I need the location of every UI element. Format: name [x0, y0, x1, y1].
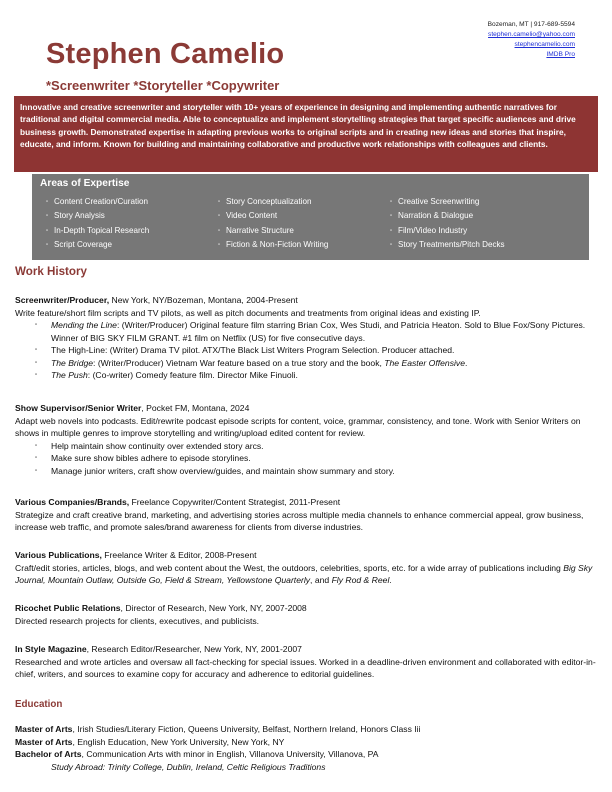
job-org: Ricochet Public Relations [15, 603, 121, 613]
job-description: Researched and wrote articles and oversaw all fact-checking for special issues. Worked in a deadline-driven environment and collaborated with editor-in-chief, writers, and sources to examine copy for accuracy and adherence to editorial guidelines. [15, 656, 596, 679]
list-item: ▫ Help maintain show continuity over extended story arcs. [35, 440, 264, 451]
square-bullet-icon: ▫ [390, 241, 393, 248]
job-bullets [35, 319, 599, 382]
expertise-panel [32, 174, 589, 260]
job-description: Write feature/short film scripts and TV pilots, as well as pitch documents and treatments from original ideas and existing IP. [15, 307, 481, 318]
imdb-link[interactable]: IMDB Pro [546, 51, 575, 58]
list-item: ▫ The Push: (Co-writer) Comedy feature film. Director Mike Finuoli. [35, 370, 298, 380]
job-org: Screenwriter/Producer, [15, 295, 110, 305]
expertise-item: ▫ Story Conceptualization [212, 195, 384, 209]
job-details: Freelance Copywriter/Content Strategist, 2011-Present [129, 497, 341, 507]
job-title-line [15, 643, 599, 656]
website-link[interactable]: stephencamelio.com [514, 41, 575, 48]
job-org: Various Publications, [15, 550, 102, 560]
job-title-line [15, 496, 599, 509]
expertise-item: ▫ Story Analysis [40, 209, 212, 223]
expertise-item: ▫ In-Depth Topical Research [40, 224, 212, 238]
job-entry [15, 549, 599, 587]
education-list [15, 723, 599, 773]
list-item: ▫ Mending the Line: (Writer/Producer) Original feature film starring Brian Cox, Wes Studi, and Patricia Heaton. Sold to Blue Fox/Sony Pictures. Winner of BIG SKY FILM GRANT. #1 film on Netflix (US) for five consecutive days. [35, 320, 586, 343]
square-bullet-icon: ▫ [35, 442, 38, 449]
job-details: Freelance Writer & Editor, 2008-Present [101, 550, 257, 560]
expertise-item: ▫ Fiction & Non-Fiction Writing [212, 238, 384, 252]
job-details: , Director of Research, New York, NY, 2007-2008 [120, 603, 307, 613]
list-item: ▫ Manage junior writers, craft show overview/guides, and maintain show summary and story. [35, 465, 395, 476]
square-bullet-icon: ▫ [218, 199, 221, 205]
square-bullet-icon: ▫ [46, 227, 49, 234]
expertise-item: ▫ Film/Video Industry [384, 224, 556, 238]
job-description: Adapt web novels into podcasts. Edit/rewrite podcast episode scripts for content, voice, grammar, consistency, and tone. Work with Senior Writers on shows in multiple genres to improve storytelling and writing/upload edited content for review. [15, 415, 581, 438]
square-bullet-icon: ▫ [218, 213, 221, 220]
job-details: New York, NY/Bozeman, Montana, 2004-Present [109, 295, 298, 305]
education-entry: Master of Arts, English Education, New York University, New York, NY [15, 736, 285, 747]
study-abroad: Study Abroad: Trinity College, Dublin, Ireland, Celtic Religious Traditions [51, 761, 326, 772]
job-description: Directed research projects for clients, executives, and publicists. [15, 615, 260, 626]
expertise-item: ▫ Narration & Dialogue [384, 209, 556, 223]
job-entry [15, 294, 599, 382]
expertise-item: ▫ Story Treatments/Pitch Decks [384, 238, 556, 252]
expertise-column-3 [384, 195, 556, 252]
square-bullet-icon: ▫ [35, 372, 38, 378]
education-heading: Education [15, 699, 63, 710]
square-bullet-icon: ▫ [46, 213, 49, 220]
job-entry [15, 602, 599, 627]
square-bullet-icon: ▫ [218, 227, 221, 234]
job-title-line [15, 549, 599, 562]
education-entry: Bachelor of Arts, Communication Arts with minor in English, Villanova University, Villanova, PA [15, 749, 379, 760]
job-org: Various Companies/Brands, [15, 497, 130, 507]
list-item: ▫ Make sure show bibles adhere to episode storylines. [35, 453, 251, 463]
expertise-item: ▫ Video Content [212, 209, 384, 223]
job-description: Strategize and craft creative brand, marketing, and advertising stories across multiple media channels to enhance commercial appeal, grow business, increase web traffic, and promote sales/brand awareness for clients from diverse industries. [15, 509, 584, 532]
square-bullet-icon: ▫ [390, 213, 393, 220]
education-entry: Master of Arts, Irish Studies/Literary Fiction, Queens University, Belfast, Northern Ireland, Honors Class Iii [15, 724, 421, 734]
job-org: Show Supervisor/Senior Writer [15, 403, 142, 413]
list-item: ▫ The Bridge: (Writer/Producer) Vietnam War feature based on a true story and the book, The Easter Offensive. [35, 357, 468, 368]
square-bullet-icon: ▫ [35, 347, 38, 353]
square-bullet-icon: ▫ [35, 359, 38, 366]
tagline: *Screenwriter *Storyteller *Copywriter [46, 78, 280, 93]
expertise-item: ▫ Content Creation/Curation [40, 195, 212, 209]
email-link[interactable]: stephen.camelio@yahoo.com [488, 31, 575, 38]
square-bullet-icon: ▫ [46, 241, 49, 248]
summary-banner: Innovative and creative screenwriter and storyteller with 10+ years of experience in designing and implementing authentic narratives for traditional and digital commercial media. Able to conceptualize and implement storytelling strategies that target specific audiences and drive business growth. Demonstrated expertise in adapting previous works to original scripts and in creating new ideas and stories that inspire, educate, and inform. Known for building and maintaining collaborative and productive work relationships with colleagues and clients. [14, 96, 598, 172]
work-history-heading: Work History [15, 265, 87, 278]
job-title-line [15, 402, 599, 415]
expertise-heading: Areas of Expertise [40, 178, 130, 189]
square-bullet-icon: ▫ [390, 199, 393, 205]
candidate-name: Stephen Camelio [46, 38, 285, 70]
square-bullet-icon: ▫ [35, 322, 38, 328]
square-bullet-icon: ▫ [35, 455, 38, 461]
job-details: , Pocket FM, Montana, 2024 [141, 403, 250, 413]
square-bullet-icon: ▫ [46, 199, 49, 205]
square-bullet-icon: ▫ [218, 241, 221, 248]
square-bullet-icon: ▫ [390, 227, 393, 234]
location-phone: Bozeman, MT | 917-689-5594 [487, 21, 575, 28]
job-entry [15, 402, 599, 477]
job-details: , Research Editor/Researcher, New York, NY, 2001-2007 [86, 644, 302, 654]
contact-block [488, 20, 575, 60]
list-item: ▫ The High-Line: (Writer) Drama TV pilot. ATX/The Black List Writers Program Selection. Producer attached. [35, 345, 455, 355]
job-org: In Style Magazine [15, 644, 87, 654]
expertise-item: ▫ Narrative Structure [212, 224, 384, 238]
job-entry [15, 643, 599, 681]
square-bullet-icon: ▫ [35, 467, 38, 474]
job-title-line [15, 294, 599, 307]
expertise-column-2 [212, 195, 384, 252]
expertise-item: ▫ Script Coverage [40, 238, 212, 252]
expertise-column-1 [40, 195, 212, 252]
job-entry [15, 496, 599, 534]
job-title-line [15, 602, 599, 615]
expertise-item: ▫ Creative Screenwriting [384, 195, 556, 209]
job-bullets [35, 440, 599, 478]
job-description: Craft/edit stories, articles, blogs, and web content about the West, the outdoors, celebrities, sports, etc. for a wide array of publications including Big Sky Journal, Mountain Outlaw, Outside Go, Field & Stream, Yellowstone Quarterly, and Fly Rod & Reel. [15, 562, 593, 585]
